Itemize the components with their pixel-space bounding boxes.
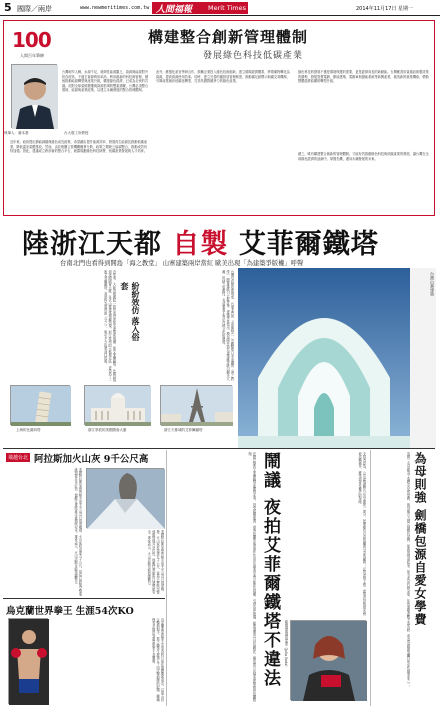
issue-date: 2014年11月17日 星期一: [356, 6, 414, 12]
column-headline: 構建整合創新管理體制: [148, 28, 309, 46]
caption-eiffel: 浙江天都城的艾菲爾鐵塔: [164, 428, 203, 432]
church-photo: [238, 268, 410, 448]
feature-vertical-title: 紛紛效仿 落入俗套: [120, 282, 141, 341]
feature-headline: [22, 222, 379, 261]
column-body-col1: 台灣地窄人稠，水源不足，耗竭性能源匱乏，資源與能源對外依存度高，不過它資源利用率高，利用創新的科技與管理，積極推動能源轉型與產業升級，構建綠色經濟，已成為全民的共識。面對全球氣候變遷與資源枯竭的雙重挑戰，台灣必須整合環境、能源與產業政策，以建立永續發展的整合管理體制。: [62, 70, 149, 93]
column-divider-2: [370, 450, 371, 706]
eiffel-story-body-a: 法國巴黎的艾菲爾鐵塔夜間燈光秀，因受版權保護，遊客拍攝的夜景照片若用於商業用途可能涉及侵權，引發各界熱議。歐盟議會近日討論修法，擬放寬公共場所建築物的拍攝限制。: [247, 452, 256, 702]
section-divider: [3, 448, 435, 449]
news-tag: 飛越台北: [8, 455, 29, 461]
side-label: 台灣山寨建築: [430, 272, 435, 296]
column-body-col2: 此外，應強化產官學研合作，鼓勵企業投入綠色技術創新，建立循環經濟體系，將廢棄物轉化為資源，提高資源使用效率。同時，建立完善的碳排放管理制度，推動碳足跡標示與碳交易機制，引導產業朝向低碳化轉型，打造具國際競爭力的綠色產業。: [156, 70, 290, 84]
feature-subheadline: 台南北門也看得到開島「海之教堂」 山寨建築兩岸當紅 歐美出現「為建築爭版權」呼聲: [60, 260, 304, 267]
alaska-body-col1: 美國阿拉斯加州的帕夫洛夫火山近日再度噴發，火山灰柱高達九千公尺，當局已將航空警戒級別提升至紅色，提醒往來航班注意飛航安全。專家表示，火山活動可能持續數日。: [73, 468, 82, 596]
page-number: 5: [4, 1, 12, 14]
column-subheadline: 發展綠色科技低碳產業: [203, 51, 304, 61]
anniversary-caption: 人間百年筆陣: [20, 53, 44, 58]
column-body-col3-lower: 總之，唯有構建整合創新的管理體制，才能有效推動綠色科技與低碳產業的發展，讓台灣在全球綠色經濟的浪潮中，掌握先機，邁向永續發展的未來。: [298, 152, 429, 161]
lower-left-divider: [3, 598, 165, 599]
alaska-body-col2: 美國阿拉斯加州的帕夫洛夫火山近日再度噴發，火山灰柱高達九千公尺，當局已將航空警戒級別提升至紅色，提醒往來航班注意飛航安全。專家表示，火山活動可能持續數日。: [146, 530, 164, 594]
headline-part-1: 陸浙江天都: [22, 229, 162, 260]
headline-part-2: 艾菲爾鐵塔: [238, 229, 379, 260]
boxer-body: 烏克蘭重量級拳王克里奇科日前在德國衛冕成功，以第五回合擊倒對手，寫下職業生涯第五十四次擊倒勝的紀錄，繼續保有多條世界重量級拳王金腰帶。: [151, 618, 164, 702]
alaska-headline: 阿拉斯加火山灰 9千公尺高: [34, 454, 149, 465]
cambridge-headline: 為母則強 劍橋包源自愛女學費: [413, 452, 427, 627]
caption-capitol: 浙江寧波的美國國會大廈: [88, 428, 127, 432]
eiffel-story-headline: 鬧議 夜拍艾菲爾鐵塔不違法: [260, 452, 280, 688]
caption-pisa: 上海的比薩斜塔: [16, 428, 41, 432]
column-divider-1: [166, 450, 167, 706]
boxer-headline: 烏克蘭世界拳王 生涯54次KO: [6, 606, 134, 617]
column-body-col1-lower: 近年來，政府提出節能減碳與綠色成長政策，希望藉由提升能源效率、發展再生能源及推動低碳產業，降低溫室氣體排放。然而，由於相關主管機關權責分散，政策之間缺乏協調整合，推動成效仍待加強。因此，建議成立跨部會的整合平台，統籌規劃綠色科技研發、低碳產業發展與人才培育。: [10, 140, 148, 154]
cambridge-body: 英國一名母親為了籌措女兒的學費，與母親合力創立劍橋包品牌，從廚房餐桌起家，如今產品行銷全球，年營業額達數千萬英鎊，成為英國最受矚目的女性創業家之一。: [406, 452, 410, 689]
photo-capitol: [84, 385, 150, 425]
masthead-title: 人間福報: [156, 5, 193, 15]
column-body-col3: 綠色科技的發展不僅是環境保護的需要，更是經濟成長的新動能。台灣應善用資通訊與製造業的優勢，發展智慧電網、節能建築、電動車與儲能系統等新興產業，創造新的就業機會，帶動整體經濟結構的轉型升級。: [298, 70, 429, 84]
feature-body-a: 近年來，大陸各地興起一股仿造世界知名建築的風潮，從艾菲爾鐵塔、比薩斜塔到美國國會大廈，各式山寨建築相繼出現。浙江杭州的天都城社區，更仿造了一座艾菲爾鐵塔，高度約為原塔的三分之一，吸引不少民眾前往拍照。: [103, 270, 116, 382]
author-photo: [11, 64, 57, 128]
masthead-title-en: Merit Times: [208, 4, 246, 12]
page-header: [0, 0, 440, 16]
author-name: 執筆人：蔣本基: [4, 131, 29, 135]
reda-photo-caption: 歐洲議會議員雷達（Julia Reda）: [284, 620, 288, 669]
anniversary-badge: 100: [12, 28, 51, 52]
volcano-photo: [86, 468, 164, 528]
website-link[interactable]: www.newmeritimes.com.tw: [80, 5, 150, 11]
photo-pisa: [10, 385, 70, 425]
headline-highlight: 自製: [172, 229, 229, 260]
photo-eiffel: [160, 385, 232, 425]
feature-body-b: 台灣也有類似的現象，台南北門的「水晶教堂」，外觀酷似日本沖繩的「海之教堂」，開幕後吸引大批遊客。建築學者指出，模仿國外知名建築雖可吸引觀光人潮，但缺乏原創性，長遠來看不利於在地文化的發展。: [221, 270, 234, 381]
reda-photo: [290, 620, 366, 700]
section-name: 國際／兩岸: [17, 5, 52, 13]
eiffel-story-body-b: 支持者認為，公共建築屬於公共空間的一部分，民眾應有自由拍攝與分享的權利；反對者則主張，建築設計與燈光藝術亦屬創作，應受到著作權法的保障。: [357, 452, 366, 616]
author-title: 台大環工所教授: [64, 131, 89, 135]
boxer-photo: [8, 618, 48, 704]
